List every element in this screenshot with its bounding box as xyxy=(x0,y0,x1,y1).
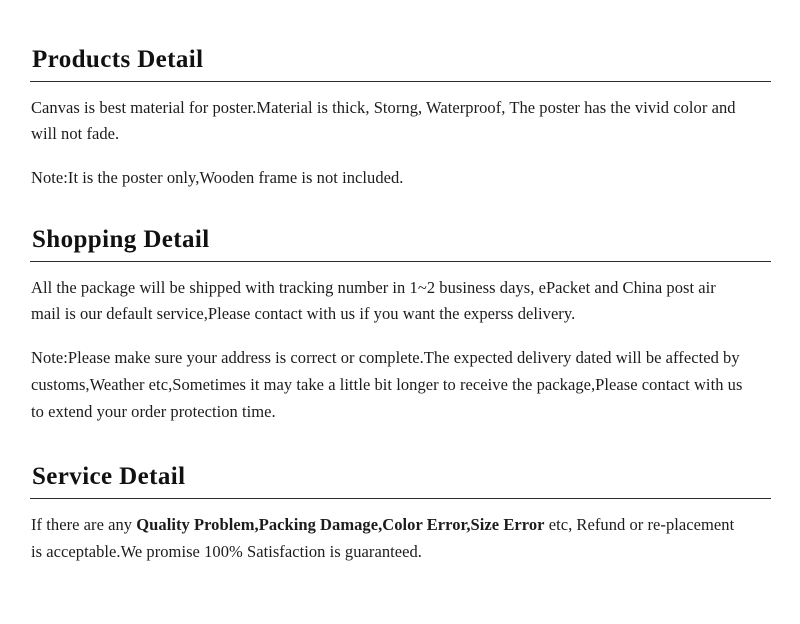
products-detail-paragraph-2: Note:It is the poster only,Wooden frame is not included. xyxy=(31,168,404,188)
section-shopping-detail xyxy=(30,226,770,425)
page-title-service-detail: Service Detail xyxy=(32,463,186,491)
shopping-detail-paragraph-1: All the package will be shipped with tracking number in 1~2 business days, ePacket and China post air mail is our default service,Please contact with us if you want the experss delivery. xyxy=(31,277,716,324)
bottom-spacer xyxy=(30,569,770,609)
page-title-shopping-detail: Shopping Detail xyxy=(32,225,210,253)
service-lead-text: If there are any xyxy=(31,515,137,534)
shopping-detail-paragraph-2: Note:Please make sure your address is correct or complete.The expected delivery dated will be affected by customs,Weather etc,Sometimes it may take a little bit longer to receive the package,Please contact with us to extend your order protection time. xyxy=(31,348,743,421)
section-products-detail xyxy=(30,46,770,192)
page-title-products-detail: Products Detail xyxy=(32,46,204,73)
divider-products-detail xyxy=(30,81,771,82)
products-detail-paragraph-1: Canvas is best material for poster.Material is thick, Storng, Waterproof, The poster has the vivid color and will not fade. xyxy=(31,97,736,144)
service-tail-text: etc, Refund or re-placement is acceptable.We promise 100% Satisfaction is guaranteed. xyxy=(31,515,735,561)
section-service-detail xyxy=(30,463,770,565)
service-emphasis-text: Quality Problem,Packing Damage,Color Error,Size Error xyxy=(136,515,545,534)
divider-service-detail xyxy=(30,498,771,499)
service-detail-paragraph xyxy=(31,512,743,565)
divider-shopping-detail xyxy=(30,261,771,262)
